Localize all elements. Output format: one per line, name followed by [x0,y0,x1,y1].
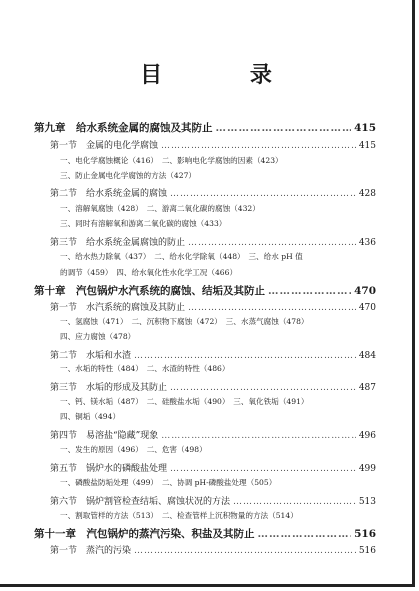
toc-subitems: 一、磷酸盐防垢处理（499） 二、协调 pH-磷酸盐处理（505） [60,478,277,487]
toc-entry-label: 第一节 水汽系统的腐蚀及其防止 [50,303,186,313]
toc-page-number: 415 [358,141,376,151]
toc-entry-label: 第三节 水垢的形成及其防止 [50,383,168,393]
page-title: 目 录 [140,63,312,88]
dot-leader [161,141,356,151]
toc-page-number: 516 [358,546,376,556]
toc-entry-label: 第二节 水垢和水渣 [50,351,132,361]
toc-subitems: 的调节（459） 四、给水氧化性水化学工况（466） [60,268,238,277]
toc-page-number: 470 [354,285,376,297]
toc-page-number: 428 [358,189,376,199]
toc-page-number: 436 [358,238,376,248]
dot-leader [216,122,352,134]
toc-section-row[interactable] [50,348,376,361]
toc-page-number: 516 [354,528,376,540]
toc-section-row[interactable] [50,461,376,474]
toc-page-number: 499 [358,464,376,474]
toc-page-number: 487 [358,383,376,393]
toc-section-row[interactable] [50,428,376,441]
toc-section-row[interactable] [50,380,376,393]
toc-chapter-row[interactable] [34,120,376,135]
toc-subitems: 一、给水热力除氧（437） 二、给水化学除氧（448） 三、给水 pH 值 [60,252,303,261]
dot-leader [170,464,356,474]
toc-section-row[interactable] [50,186,376,199]
toc-entry-label: 第三节 给水系统金属腐蚀的防止 [50,238,186,248]
toc-entry-label: 第二节 给水系统金属的腐蚀 [50,189,168,199]
toc-page-number: 484 [358,351,376,361]
toc-chapter-row[interactable] [34,526,376,541]
dot-leader [188,303,356,313]
toc-page-number: 496 [358,431,376,441]
dot-leader [161,431,356,441]
toc-subitems: 一、发生的原因（496） 二、危害（498） [60,445,207,454]
dot-leader [170,383,356,393]
toc-chapter-row[interactable] [34,283,376,298]
dot-leader [233,497,356,507]
toc-entry-label: 第十章 汽包锅炉水汽系统的腐蚀、结垢及其防止 [34,285,265,297]
toc-subitems: 一、氢腐蚀（471） 二、沉积物下腐蚀（472） 三、水蒸气腐蚀（478） [60,317,309,326]
toc-page-number: 513 [358,497,376,507]
toc-subitems: 一、电化学腐蚀概论（416） 二、影响电化学腐蚀的因素（423） [60,156,283,165]
toc-entry-label: 第一节 金属的电化学腐蚀 [50,141,159,151]
toc-page-number: 470 [358,303,376,313]
dot-leader [268,285,351,297]
toc-section-row[interactable] [50,494,376,507]
dot-leader [258,528,352,540]
toc-entry-label: 第九章 给水系统金属的腐蚀及其防止 [34,122,213,134]
dot-leader [134,546,356,556]
toc-page-number: 415 [354,122,376,134]
toc-entry-label: 第五节 锅炉水的磷酸盐处理 [50,464,168,474]
toc-subitems: 四、应力腐蚀（478） [60,332,136,341]
toc-subitems: 三、防止金属电化学腐蚀的方法（427） [60,171,196,180]
toc-subitems: 三、同时有溶解氧和游离二氧化碳的腐蚀（433） [60,219,227,228]
dot-leader [188,238,356,248]
toc-entry-label: 第一节 蒸汽的污染 [50,546,132,556]
toc-section-row[interactable] [50,138,376,151]
toc-entry-label: 第十一章 汽包锅炉的蒸汽污染、积盐及其防止 [34,528,255,540]
toc-subitems: 一、水垢的特性（484） 二、水渣的特性（486） [60,364,230,373]
toc-subitems: 一、溶解氧腐蚀（428） 二、游离二氧化碳的腐蚀（432） [60,204,260,213]
toc-subitems: 一、割取管样的方法（513） 二、检查管样上沉积物量的方法（514） [60,511,298,520]
dot-leader [134,351,356,361]
toc-entry-label: 第四节 易溶盐“隐藏”现象 [50,431,159,441]
toc-entry-label: 第六节 锅炉割管检查结垢、腐蚀状况的方法 [50,497,231,507]
toc-section-row[interactable] [50,235,376,248]
toc-subitems: 一、钙、镁水垢（487） 二、硅酸盐水垢（490） 三、氧化铁垢（491） [60,397,309,406]
toc-section-row[interactable] [50,543,376,556]
dot-leader [170,189,356,199]
toc-subitems: 四、铜垢（494） [60,412,121,421]
toc-section-row[interactable] [50,300,376,313]
